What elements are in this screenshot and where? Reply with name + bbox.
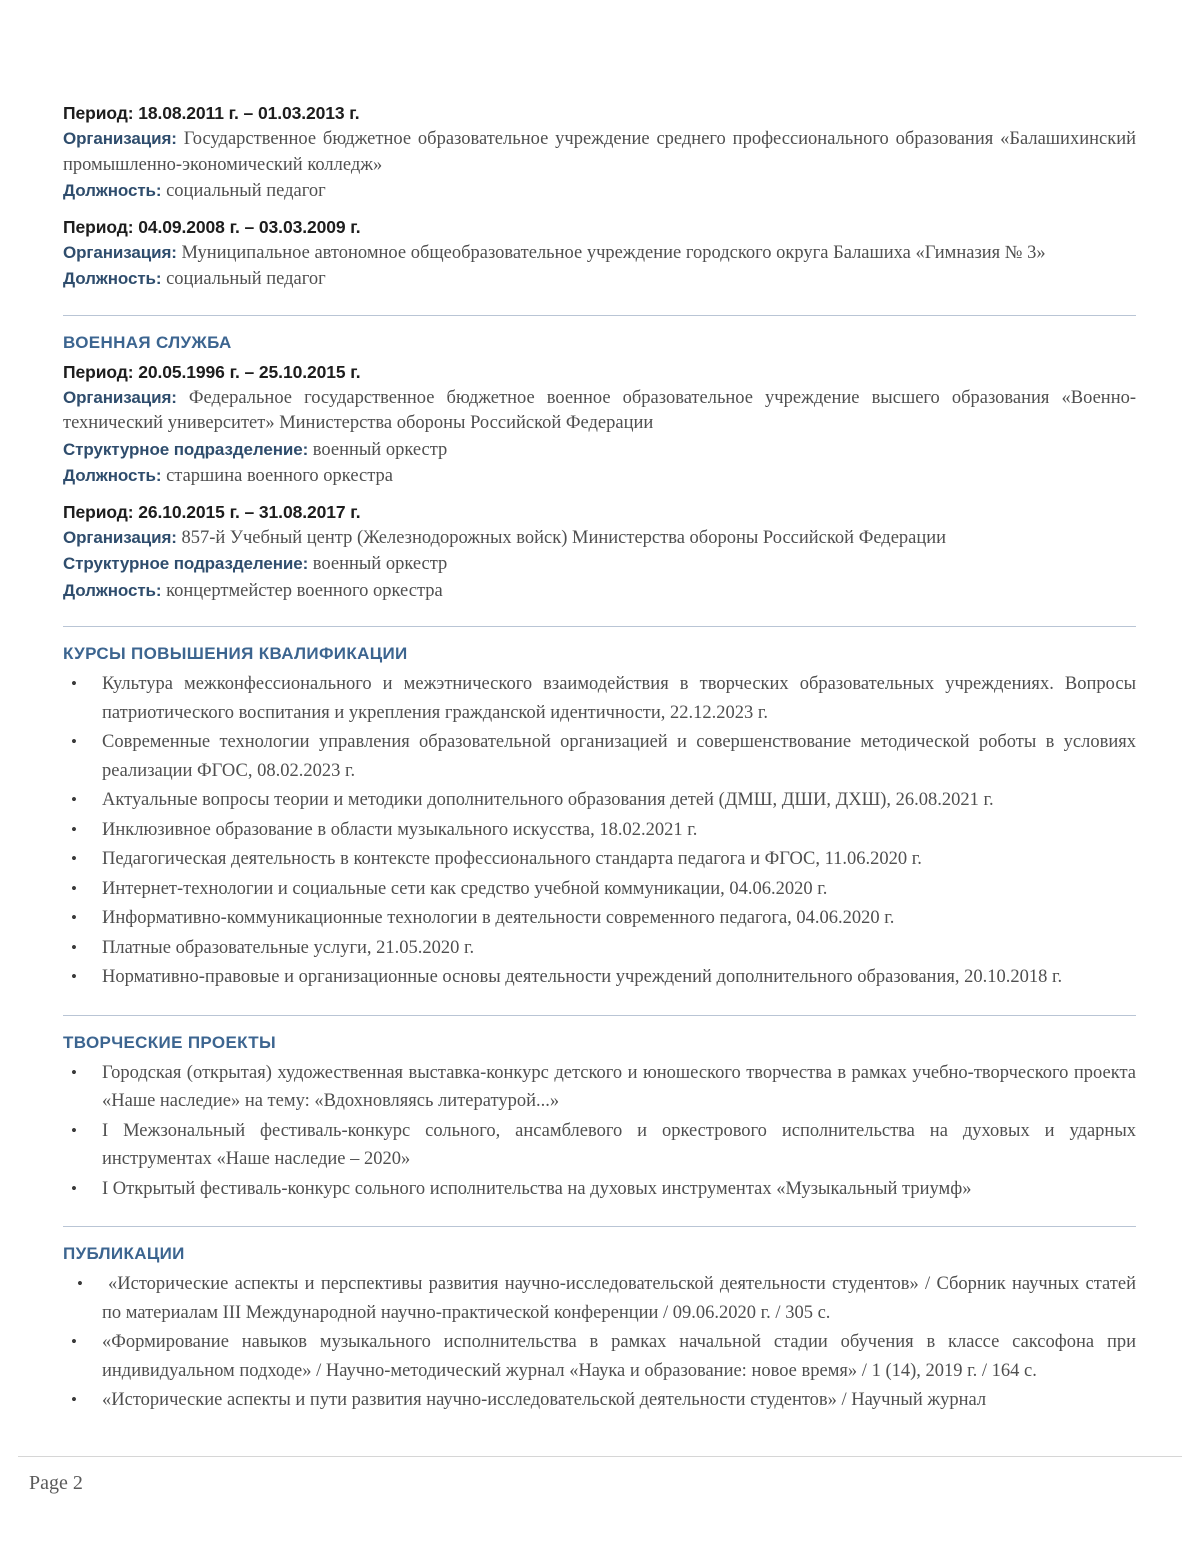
spacer (63, 993, 1136, 1015)
work-entry (63, 214, 1136, 293)
work-period: Период: 04.09.2008 г. – 03.03.2009 г. (63, 216, 361, 237)
position-value: старшина военного оркестра (166, 466, 393, 486)
list-item: • «Формирование навыков музыкального исполнительства в рамках начальной стадии обучения в классе саксофона при индивидуальном подходе» / Научно-методический журнал «Наука и образование: новое время» / 1 (14), 2019 г. / 164 с. (63, 1328, 1136, 1385)
organization-value: Федеральное государственное бюджетное военное образовательное учреждение высшего образования «Военно-технический университет» Министерства обороны Российской Федерации (63, 387, 1137, 433)
section-heading-military-service: ВОЕННАЯ СЛУЖБА (63, 332, 232, 352)
position-label: Должность: (63, 269, 162, 288)
section-heading-projects: ТВОРЧЕСКИЕ ПРОЕКТЫ (63, 1032, 277, 1052)
section-heading-publications: ПУБЛИКАЦИИ (63, 1244, 185, 1263)
list-item: • Педагогическая деятельность в контексте профессионального стандарта педагога и ФГОС, 11.06.2020 г. (63, 845, 1136, 874)
list-item: • Городская (открытая) художественная выставка-конкурс детского и юношеского творчества в рамках учебно-творческого проекта «Наше наследие» на тему: «Вдохновляясь литературой...» (63, 1059, 1136, 1116)
military-position-line (63, 578, 1136, 605)
military-entry (63, 499, 1136, 605)
list-item: • «Исторические аспекты и перспективы развития научно-исследовательской деятельности студентов» / Сборник научных статей по материалам III Международной научно-практической конференции / 09.06.2020 г. / 305 с. (63, 1270, 1136, 1327)
department-value: военный оркестр (312, 554, 448, 574)
list-item: • Интернет-технологии и социальные сети как средство учебной коммуникации, 04.06.2020 г. (63, 875, 1136, 904)
organization-value: Муниципальное автономное общеобразовательное учреждение городского округа Балашиха «Гимназия № 3» (181, 242, 1046, 263)
work-period: Период: 18.08.2011 г. – 01.03.2013 г. (63, 103, 360, 123)
organization-label: Организация: (63, 527, 177, 547)
position-label: Должность: (63, 181, 162, 200)
list-item: • Инклюзивное образование в области музыкального искусства, 18.02.2021 г. (63, 816, 1136, 845)
military-period: Период: 26.10.2015 г. – 31.08.2017 г. (63, 501, 361, 522)
spacer (63, 604, 1136, 626)
position-value: социальный педагог (166, 181, 326, 201)
courses-list (63, 670, 1136, 992)
organization-label: Организация: (63, 387, 177, 407)
organization-value: Государственное бюджетное образовательное учреждение среднего профессионального образования «Балашихинский промышленно-экономический колледж» (63, 129, 1136, 175)
work-entry (63, 100, 1136, 205)
department-value: военный оркестр (312, 439, 448, 460)
spacer (63, 316, 1136, 333)
military-position-line (63, 463, 1136, 490)
spacer (63, 1016, 1136, 1033)
work-organization-line (63, 240, 1136, 267)
department-label: Структурное подразделение: (63, 439, 309, 459)
list-item: • «Исторические аспекты и пути развития научно-исследовательской деятельности студентов» / Научный журнал (63, 1386, 1136, 1415)
work-position-line (63, 266, 1136, 293)
section-heading-courses: КУРСЫ ПОВЫШЕНИЯ КВАЛИФИКАЦИИ (63, 644, 408, 663)
list-item: • Информативно-коммуникационные технологии в деятельности современного педагога, 04.06.2020 г. (63, 904, 1136, 933)
military-department-line (63, 437, 1136, 464)
page-content (63, 100, 1136, 1416)
list-item: • Современные технологии управления образовательной организацией и совершенствование методической роботы в условиях реализации ФГОС, 08.02.2023 г. (63, 728, 1136, 785)
list-item: • Актуальные вопросы теории и методики дополнительного образования детей (ДМШ, ДШИ, ДХШ), 26.08.2021 г. (63, 786, 1136, 815)
list-item: • Культура межконфессионального и межэтнического взаимодействия в творческих образовательных учреждениях. Вопросы патриотического воспитания и укрепления гражданской идентичности, 22.12.2023 г. (63, 670, 1136, 727)
list-item: • I Межзональный фестиваль-конкурс сольного, ансамблевого и оркестрового исполнительства на духовых и ударных инструментах «Наше наследие – 2020» (63, 1117, 1136, 1174)
military-entry (63, 359, 1136, 490)
projects-list (63, 1059, 1136, 1204)
position-value: концертмейстер военного оркестра (166, 580, 443, 601)
list-item: • Нормативно-правовые и организационные основы деятельности учреждений дополнительного образования, 20.10.2018 г. (63, 963, 1136, 992)
work-position-line (63, 178, 1136, 205)
department-label: Структурное подразделение: (63, 554, 309, 573)
publications-list (63, 1270, 1136, 1415)
organization-label: Организация: (63, 129, 177, 148)
organization-label: Организация: (63, 242, 177, 262)
military-period: Период: 20.05.1996 г. – 25.10.2015 г. (63, 361, 361, 382)
position-value: социальный педагог (166, 269, 326, 289)
spacer (63, 1204, 1136, 1226)
list-item: • Платные образовательные услуги, 21.05.2020 г. (63, 934, 1136, 963)
work-organization-line (63, 126, 1136, 178)
spacer (63, 1227, 1136, 1244)
spacer (63, 627, 1136, 644)
military-department-line (63, 551, 1136, 578)
military-organization-line (63, 525, 1136, 552)
organization-value: 857-й Учебный центр (Железнодорожных войск) Министерства обороны Российской Федерации (181, 527, 947, 548)
spacer (63, 293, 1136, 315)
footer-divider (18, 1456, 1182, 1457)
position-label: Должность: (63, 466, 162, 485)
page-number-label: Page 2 (29, 1472, 83, 1494)
list-item: • I Открытый фестиваль-конкурс сольного исполнительства на духовых инструментах «Музыкальный триумф» (63, 1175, 1136, 1204)
position-label: Должность: (63, 580, 162, 600)
military-organization-line (63, 385, 1136, 437)
